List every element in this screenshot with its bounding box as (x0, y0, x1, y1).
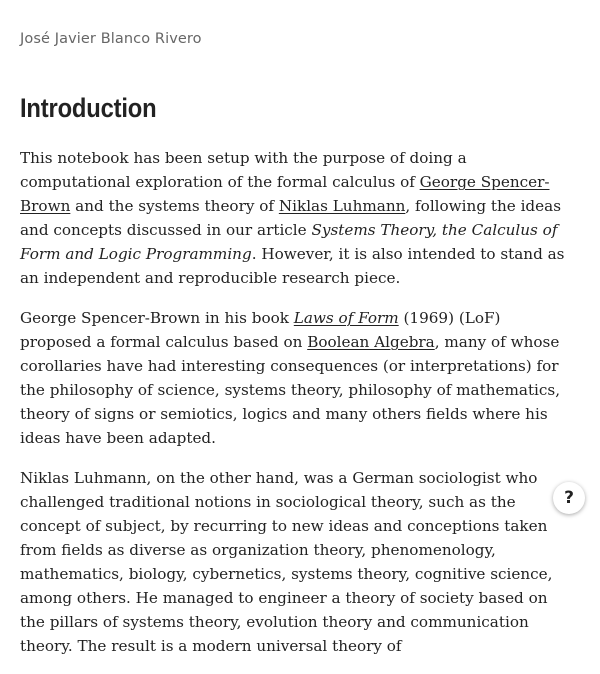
paragraph-3 (20, 466, 576, 658)
link-laws-of-form[interactable] (294, 309, 399, 327)
help-button[interactable] (553, 482, 585, 514)
article-body (20, 146, 576, 674)
paragraph-text: . However, it is also intended to stand as an independent and reproducible research piece. (20, 245, 565, 287)
link-george-spencer-brown[interactable]: George Spencer-Brown (20, 173, 550, 215)
article-title-citation: Systems Theory, the Calculus of Form and Logic Programming (20, 221, 558, 263)
paragraph-1 (20, 146, 576, 290)
paragraph-text: This notebook has been setup with the purpose of doing a computational exploration of the formal calculus of (20, 149, 467, 191)
page-title: Introduction (20, 93, 157, 123)
link-niklas-luhmann[interactable]: Niklas Luhmann (278, 197, 406, 215)
paragraph-text: , following the ideas and concepts discussed in our article (20, 197, 561, 239)
paragraph-text: , many of whose corollaries have had interesting consequences (or interpretations) for the philosophy of science, systems theory, philosophy of mathematics, theory of signs or semiotics, logics and many others fields where his ideas have been adapted. (20, 333, 561, 447)
paragraph-text: George Spencer-Brown in his book (20, 309, 294, 327)
paragraph-text: and the systems theory of (70, 197, 279, 215)
paragraph-text: (1969) (LoF) proposed a formal calculus based on (20, 309, 501, 351)
link-boolean-algebra[interactable]: Boolean Algebra (307, 333, 435, 351)
paragraph-2 (20, 306, 576, 450)
author-name: José Javier Blanco Rivero (20, 31, 202, 47)
paragraph-text: Niklas Luhmann, on the other hand, was a German sociologist who challenged traditional notions in sociological theory, such as the concept of subject, by recurring to new ideas and conceptions taken from fields as diverse as organization theory, phenomenology, mathematics, biology, cybernetics, systems theory, cognitive science, among others. He managed to engineer a theory of society based on the pillars of systems theory, evolution theory and communication theory. The result is a modern universal theory of (20, 469, 553, 655)
question-mark-icon: ? (564, 488, 574, 508)
link-laws-of-form-label: Laws of Form (293, 309, 399, 327)
